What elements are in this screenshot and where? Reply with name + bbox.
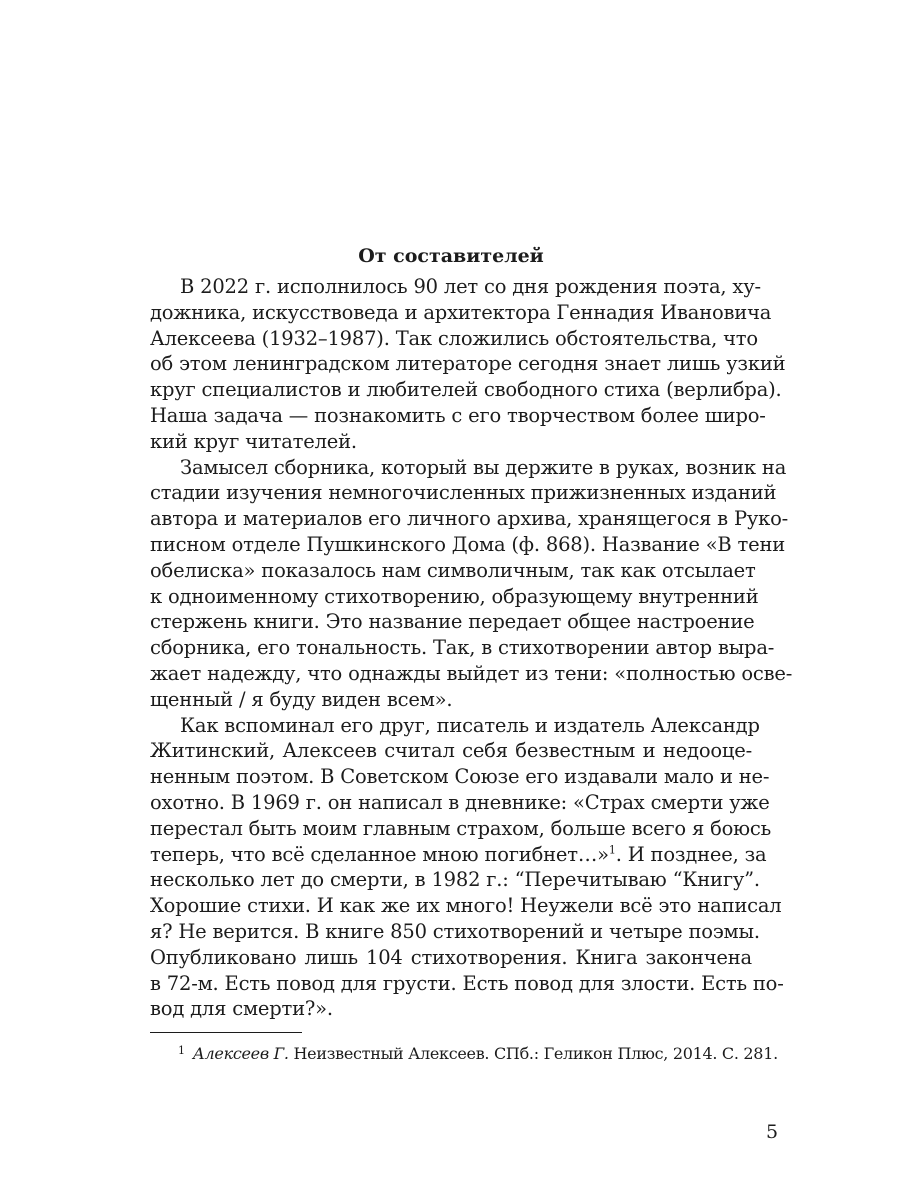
text-line: стадии изучения немногочисленных прижизненных изданий [150,481,777,505]
text-line: стержень книги. Это название передает общее настроение [150,610,755,634]
text-block [150,243,793,1022]
text-line: вод для смерти?». [150,997,333,1021]
text-line: Наша задача — познакомить с его творчеством более широ- [150,403,766,427]
text-line: обелиска» показалось нам символичным, так как отсылает [150,558,756,582]
text-line: автора и материалов его личного архива, хранящегося в Руко- [150,507,789,531]
footnote-reference[interactable]: 1 [608,843,616,857]
text-line: перестал быть моим главным страхом, больше всего я боюсь [150,816,772,840]
text-line: Замысел сборника, который вы держите в руках, возник на [180,455,787,479]
text-line-head: теперь, что всё сделанное мною погибнет…» [150,842,609,866]
paragraph-3 [150,713,784,1023]
footnote-mark: 1 [178,1044,185,1057]
footnote-divider [150,1032,302,1033]
text-line: ненным поэтом. В Советском Союзе его издавали мало и не- [150,765,770,789]
text-line: несколько лет до смерти, в 1982 г.: “Перечитываю “Книгу”. [150,868,760,892]
footnote-text: Неизвестный Алексеев. СПб.: Геликон Плюс, 2014. С. 281. [288,1044,778,1063]
text-line: круг специалистов и любителей свободного стиха (верлибра). [150,378,782,402]
section-heading: От составителей [358,245,544,267]
footnote-author: Алексеев Г. [192,1044,289,1063]
text-line: кий круг читателей. [150,429,357,453]
text-line: В 2022 г. исполнилось 90 лет со дня рождения поэта, ху- [180,275,761,298]
text-line-tail: . И позднее, за [615,842,767,866]
text-line-with-footnote-ref [150,842,767,868]
page-number: 5 [766,1121,779,1143]
text-line: в 72-м. Есть повод для грусти. Есть повод для злости. Есть по- [150,971,784,995]
text-line: щенный / я буду виден всем». [150,687,453,711]
text-line: к одноименному стихотворению, образующему внутренний [150,584,759,608]
text-line: жает надежду, что однажды выйдет из тени: «полностью осве- [150,661,793,685]
text-line: писном отделе Пушкинского Дома (ф. 868). Название «В тени [150,532,786,556]
text-line: дожника, искусствоведа и архитектора Геннадия Ивановича [150,300,772,324]
text-line: об этом ленинградском литераторе сегодня знает лишь узкий [150,352,786,376]
paragraph-1 [150,274,786,455]
text-line: Алексеева (1932–1987). Так сложились обстоятельства, что [150,326,758,350]
text-line: сборника, его тональность. Так, в стихотворении автор выра- [150,636,775,660]
text-line: Как вспоминал его друг, писатель и издатель Александр [180,713,760,737]
text-line: Хорошие стихи. И как же их много! Неужели всё это написал [150,894,782,918]
footnote [178,1040,778,1065]
paragraph-2 [150,455,793,713]
text-line: Опубликовано лишь 104 стихотворения. Книга закончена [150,945,752,969]
text-line: Житинский, Алексеев считал себя безвестным и недооце- [150,739,752,763]
text-line: охотно. В 1969 г. он написал в дневнике: «Страх смерти уже [150,790,770,814]
text-line: я? Не верится. В книге 850 стихотворений и четыре поэмы. [150,919,760,943]
